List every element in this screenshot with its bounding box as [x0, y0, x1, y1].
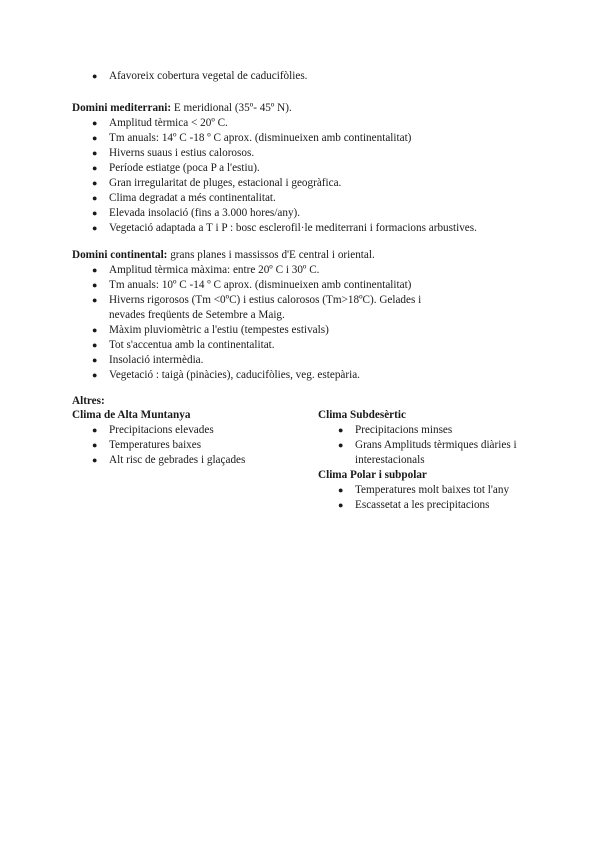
list-item — [89, 116, 552, 131]
list-item-text: Clima degradat a més continentalitat. — [109, 192, 276, 204]
continental-subtitle: grans planes i massissos d'E central i oriental. — [167, 249, 375, 261]
bullet-icon: ● — [338, 485, 344, 495]
list-item — [89, 69, 569, 84]
list-item-text: Hiverns suaus i estius calorosos. — [109, 147, 255, 159]
bullet-icon: ● — [92, 223, 98, 233]
others-title: Altres: — [72, 395, 105, 407]
bullet-icon: ● — [92, 193, 98, 203]
bullet-icon: ● — [338, 440, 344, 450]
bullet-icon: ● — [338, 425, 344, 435]
bullet-icon: ● — [92, 340, 98, 350]
list-item — [89, 263, 429, 278]
list-item-text: Escassetat a les precipitacions — [355, 499, 490, 511]
list-item — [89, 438, 302, 453]
list-item-text: Amplitud tèrmica < 20º C. — [109, 117, 228, 129]
list-item — [89, 221, 552, 236]
list-item — [89, 161, 552, 176]
list-item-text: Grans Amplituds tèrmiques diàries i interestacionals — [355, 439, 517, 466]
list-item — [89, 191, 552, 206]
alta-muntanya-column — [72, 408, 302, 468]
bullet-icon: ● — [92, 133, 98, 143]
bullet-icon: ● — [92, 163, 98, 173]
list-item — [335, 483, 548, 498]
list-item — [89, 293, 429, 323]
bullet-icon: ● — [92, 440, 98, 450]
bullet-icon: ● — [92, 280, 98, 290]
list-item — [89, 146, 552, 161]
list-item-text: Vegetació : taigà (pinàcies), caducifòlies, veg. estepària. — [109, 369, 360, 381]
continental-section — [72, 248, 552, 383]
bullet-icon: ● — [92, 265, 98, 275]
subdesertic-bullet-list — [335, 423, 530, 468]
list-item — [89, 131, 552, 146]
polar-title: Clima Polar i subpolar — [318, 469, 427, 481]
list-item — [89, 278, 429, 293]
alta-muntanya-title: Clima de Alta Muntanya — [72, 409, 191, 421]
mediterranean-heading — [72, 101, 552, 116]
subdesertic-column — [318, 408, 548, 513]
list-item — [89, 423, 302, 438]
list-item-text: Hiverns rigorosos (Tm <0ºC) i estius calorosos (Tm>18ºC). Gelades i nevades freqüents de Setembre a Maig. — [109, 294, 422, 321]
list-item-text: Alt risc de gebrades i glaçades — [109, 454, 246, 466]
list-item-text: Màxim pluviomètric a l'estiu (tempestes estivals) — [109, 324, 329, 336]
list-item — [89, 323, 429, 338]
list-item — [89, 353, 429, 368]
continental-bullet-list — [89, 263, 429, 383]
subdesertic-heading — [318, 408, 548, 423]
mediterranean-section — [72, 101, 552, 236]
list-item-text: Tm anuals: 14º C -18 º C aprox. (disminueixen amb continentalitat) — [109, 132, 412, 144]
list-item-text: Temperatures baixes — [109, 439, 202, 451]
list-item-text: Gran irregularitat de pluges, estacional i geogràfica. — [109, 177, 342, 189]
mediterranean-subtitle: E meridional (35º- 45º N). — [171, 102, 292, 114]
list-item-text: Tm anuals: 10º C -14 º C aprox. (disminueixen amb continentalitat) — [109, 279, 412, 291]
bullet-icon: ● — [92, 71, 98, 81]
mediterranean-bullet-list — [89, 116, 552, 236]
list-item-text: Vegetació adaptada a T i P : bosc esclerofil·le mediterrani i formacions arbustives. — [109, 222, 477, 234]
mediterranean-title: Domini mediterrani: — [72, 102, 172, 114]
alta-muntanya-bullet-list — [89, 423, 302, 468]
subdesertic-title: Clima Subdesèrtic — [318, 409, 406, 421]
list-item — [89, 453, 302, 468]
polar-bullet-list — [335, 483, 548, 513]
list-item-text: Període estiatge (poca P a l'estiu). — [109, 162, 260, 174]
bullet-icon: ● — [92, 370, 98, 380]
list-item-text: Precipitacions minses — [355, 424, 453, 436]
others-heading — [72, 394, 552, 409]
bullet-icon: ● — [92, 425, 98, 435]
bullet-icon: ● — [92, 118, 98, 128]
bullet-icon: ● — [338, 500, 344, 510]
bullet-icon: ● — [92, 355, 98, 365]
list-item-text: Insolació intermèdia. — [109, 354, 204, 366]
list-item-text: Tot s'accentua amb la continentalitat. — [109, 339, 275, 351]
others-section — [72, 394, 552, 409]
list-item-text: Precipitacions elevades — [109, 424, 214, 436]
bullet-icon: ● — [92, 325, 98, 335]
list-item-text: Elevada insolació (fins a 3.000 hores/any). — [109, 207, 301, 219]
list-item — [89, 368, 429, 383]
list-item-text: Afavoreix cobertura vegetal de caducifòlies. — [109, 70, 308, 82]
bullet-icon: ● — [92, 295, 98, 305]
continental-title: Domini continental: — [72, 249, 168, 261]
list-item — [89, 338, 429, 353]
list-item-text: Amplitud tèrmica màxima: entre 20º C i 30º C. — [109, 264, 320, 276]
bullet-icon: ● — [92, 455, 98, 465]
list-item — [335, 423, 530, 438]
list-item-text: Temperatures molt baixes tot l'any — [355, 484, 510, 496]
polar-heading — [318, 468, 548, 483]
list-item — [335, 438, 530, 468]
list-item — [89, 176, 552, 191]
continental-heading — [72, 248, 552, 263]
list-item — [335, 498, 548, 513]
bullet-icon: ● — [92, 178, 98, 188]
intro-section — [89, 69, 569, 84]
intro-bullet-list — [89, 69, 569, 84]
alta-muntanya-heading — [72, 408, 302, 423]
list-item — [89, 206, 552, 221]
bullet-icon: ● — [92, 208, 98, 218]
bullet-icon: ● — [92, 148, 98, 158]
